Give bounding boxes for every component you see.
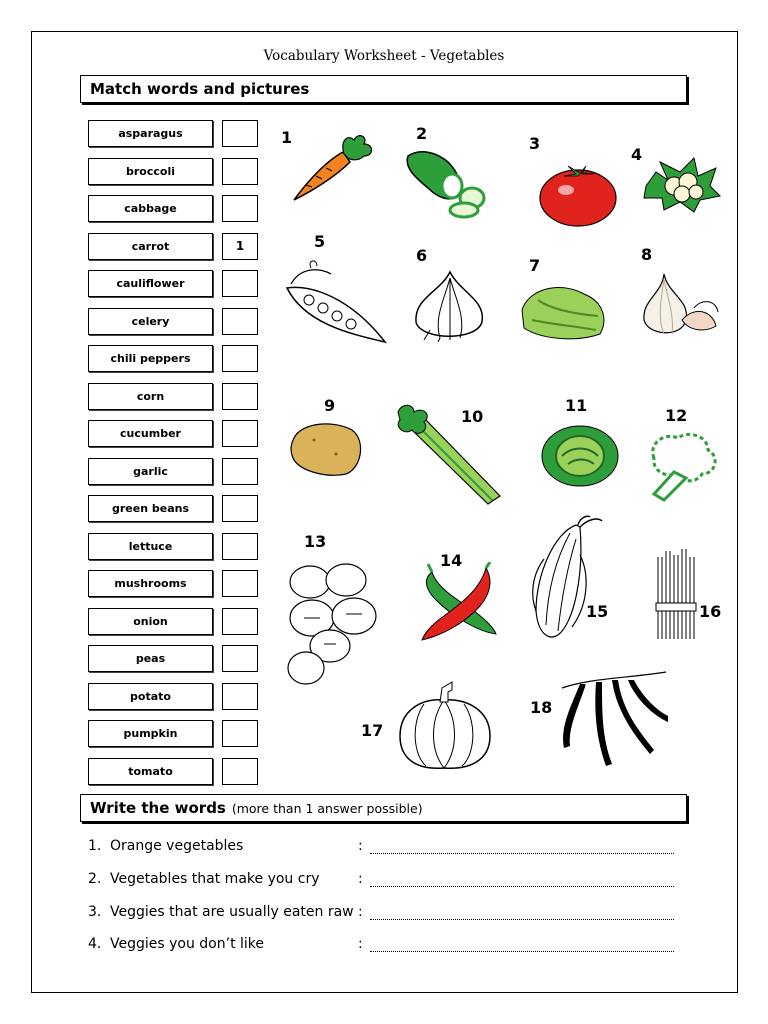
- answer-box[interactable]: [222, 270, 258, 297]
- question-number: 1.: [88, 838, 102, 854]
- picture-number: 5: [314, 232, 326, 251]
- section-write-note: (more than 1 answer possible): [231, 800, 423, 816]
- word-box: celery: [88, 308, 213, 335]
- word-box: lettuce: [88, 533, 213, 560]
- question-row: [88, 838, 243, 854]
- answer-box[interactable]: [222, 120, 258, 147]
- question-number: 3.: [88, 904, 102, 920]
- answer-box[interactable]: [222, 645, 258, 672]
- question-number: 2.: [88, 871, 102, 887]
- onion-picture: [410, 268, 490, 344]
- potato-picture: [288, 418, 364, 478]
- word-box: asparagus: [88, 120, 213, 147]
- answer-line[interactable]: [370, 918, 674, 920]
- picture-number: 6: [416, 246, 428, 265]
- celery-picture: [392, 400, 510, 512]
- question-row: [88, 936, 264, 952]
- answer-box[interactable]: [222, 308, 258, 335]
- word-box: chili peppers: [88, 345, 213, 372]
- asparagus-picture: [654, 545, 698, 643]
- word-box: mushrooms: [88, 570, 213, 597]
- picture-number: 10: [461, 407, 484, 426]
- answer-colon: :: [358, 936, 363, 952]
- question-text: Veggies that are usually eaten raw: [110, 904, 354, 920]
- answer-box[interactable]: [222, 195, 258, 222]
- question-number: 4.: [88, 936, 102, 952]
- word-box: cauliflower: [88, 270, 213, 297]
- word-box: tomato: [88, 758, 213, 785]
- picture-number: 17: [361, 721, 384, 740]
- picture-number: 15: [586, 602, 609, 621]
- question-text: Veggies you don’t like: [110, 936, 265, 952]
- answer-box[interactable]: [222, 758, 258, 785]
- question-row: [88, 871, 320, 887]
- carrot-picture: [288, 130, 378, 205]
- question-text: Vegetables that make you cry: [110, 871, 320, 887]
- worksheet-title: Vocabulary Worksheet - Vegetables: [263, 48, 505, 64]
- garlic-picture: [636, 270, 722, 342]
- answer-box[interactable]: [222, 683, 258, 710]
- peas-picture: [281, 258, 393, 354]
- answer-box[interactable]: [222, 533, 258, 560]
- section-write-heading: Write the words: [90, 799, 226, 817]
- cauliflower-picture: [640, 150, 722, 215]
- word-box: cucumber: [88, 420, 213, 447]
- section-match-header: [80, 75, 687, 103]
- word-box: garlic: [88, 458, 213, 485]
- word-box: potato: [88, 683, 213, 710]
- answer-colon: :: [358, 871, 363, 887]
- answer-colon: :: [358, 838, 363, 854]
- picture-number: 11: [565, 396, 588, 415]
- picture-number: 7: [529, 256, 541, 275]
- picture-number: 3: [529, 134, 541, 153]
- answer-colon: :: [358, 904, 363, 920]
- picture-number: 8: [641, 245, 653, 264]
- word-box: broccoli: [88, 158, 213, 185]
- picture-number: 16: [699, 602, 722, 621]
- question-row: [88, 904, 354, 920]
- word-box: onion: [88, 608, 213, 635]
- answer-box[interactable]: [222, 345, 258, 372]
- answer-box[interactable]: [222, 570, 258, 597]
- mushrooms-picture: [284, 556, 380, 690]
- word-box: carrot: [88, 233, 213, 260]
- word-box: peas: [88, 645, 213, 672]
- corn-picture: [524, 515, 604, 643]
- picture-number: 2: [416, 124, 428, 143]
- chili-peppers-picture: [414, 562, 498, 644]
- answer-line[interactable]: [370, 950, 674, 952]
- broccoli-picture: [644, 428, 722, 502]
- answer-box[interactable]: [222, 495, 258, 522]
- word-box: cabbage: [88, 195, 213, 222]
- pumpkin-picture: [396, 680, 494, 772]
- cucumber-picture: [400, 142, 495, 220]
- answer-box[interactable]: [222, 383, 258, 410]
- picture-number: 9: [324, 396, 336, 415]
- section-write-header: [80, 794, 687, 822]
- picture-number: 18: [530, 698, 553, 717]
- word-box: corn: [88, 383, 213, 410]
- picture-number: 1: [281, 128, 293, 147]
- answer-box[interactable]: [222, 158, 258, 185]
- picture-number: 14: [440, 551, 463, 570]
- lettuce-picture: [518, 280, 610, 342]
- tomato-picture: [538, 160, 620, 228]
- picture-number: 4: [631, 145, 643, 164]
- section-match-heading: Match words and pictures: [90, 80, 310, 98]
- answer-box[interactable]: [222, 720, 258, 747]
- answer-line[interactable]: [370, 885, 674, 887]
- question-text: Orange vegetables: [110, 838, 244, 854]
- word-box: pumpkin: [88, 720, 213, 747]
- answer-line[interactable]: [370, 852, 674, 854]
- picture-number: 12: [665, 406, 688, 425]
- answer-box[interactable]: [222, 458, 258, 485]
- picture-number: 13: [304, 532, 327, 551]
- cabbage-picture: [540, 420, 620, 488]
- answer-box[interactable]: 1: [222, 233, 258, 260]
- word-box: green beans: [88, 495, 213, 522]
- answer-box[interactable]: [222, 420, 258, 447]
- green-beans-picture: [550, 668, 670, 772]
- answer-box[interactable]: [222, 608, 258, 635]
